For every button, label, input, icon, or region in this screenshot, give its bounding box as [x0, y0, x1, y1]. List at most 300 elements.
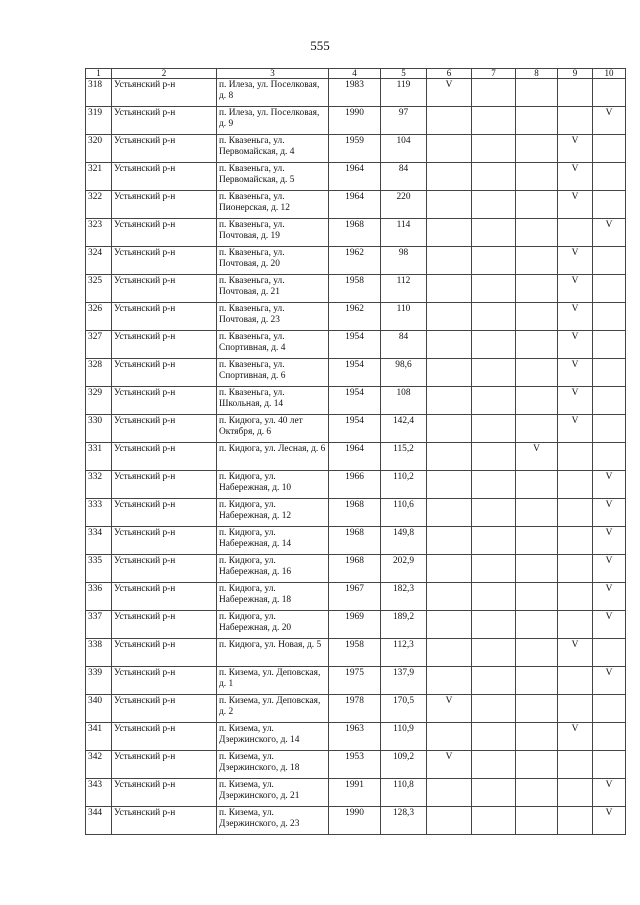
mark-col-6-cell — [427, 611, 472, 639]
table-row — [86, 107, 626, 135]
area-cell: 202,9 — [381, 555, 427, 583]
mark-col-9-cell — [558, 779, 593, 807]
area-cell: 110,2 — [381, 471, 427, 499]
district-cell: Устьянский р-н — [112, 191, 217, 219]
area-cell: 142,4 — [381, 415, 427, 443]
district-cell: Устьянский р-н — [112, 107, 217, 135]
column-header: 3 — [217, 69, 329, 79]
year-cell: 1959 — [329, 135, 381, 163]
table-row — [86, 779, 626, 807]
row-number-cell: 334 — [86, 527, 112, 555]
mark-col-6-cell: V — [427, 695, 472, 723]
mark-col-8-cell — [516, 163, 558, 191]
area-cell: 115,2 — [381, 443, 427, 471]
mark-col-10-cell — [593, 247, 626, 275]
area-cell: 170,5 — [381, 695, 427, 723]
column-header: 8 — [516, 69, 558, 79]
housing-register-table — [85, 68, 626, 835]
mark-col-10-cell: V — [593, 583, 626, 611]
mark-col-8-cell — [516, 415, 558, 443]
district-cell: Устьянский р-н — [112, 667, 217, 695]
column-header: 2 — [112, 69, 217, 79]
column-header: 4 — [329, 69, 381, 79]
mark-col-10-cell — [593, 723, 626, 751]
row-number-cell: 341 — [86, 723, 112, 751]
mark-col-6-cell — [427, 275, 472, 303]
row-number-cell: 342 — [86, 751, 112, 779]
area-cell: 137,9 — [381, 667, 427, 695]
mark-col-7-cell — [472, 107, 516, 135]
table-row — [86, 359, 626, 387]
year-cell: 1954 — [329, 359, 381, 387]
row-number-cell: 339 — [86, 667, 112, 695]
area-cell: 110,9 — [381, 723, 427, 751]
row-number-cell: 326 — [86, 303, 112, 331]
address-cell: п. Квазеньга, ул. Спортивная, д. 4 — [217, 331, 329, 359]
address-cell: п. Квазеньга, ул. Почтовая, д. 20 — [217, 247, 329, 275]
mark-col-9-cell — [558, 79, 593, 107]
mark-col-9-cell: V — [558, 163, 593, 191]
row-number-cell: 330 — [86, 415, 112, 443]
table-row — [86, 611, 626, 639]
mark-col-6-cell — [427, 247, 472, 275]
district-cell: Устьянский р-н — [112, 247, 217, 275]
area-cell: 97 — [381, 107, 427, 135]
year-cell: 1983 — [329, 79, 381, 107]
area-cell: 104 — [381, 135, 427, 163]
year-cell: 1975 — [329, 667, 381, 695]
mark-col-10-cell — [593, 639, 626, 667]
mark-col-6-cell — [427, 415, 472, 443]
mark-col-8-cell — [516, 667, 558, 695]
table-row — [86, 639, 626, 667]
area-cell: 114 — [381, 219, 427, 247]
area-cell: 98 — [381, 247, 427, 275]
mark-col-7-cell — [472, 415, 516, 443]
district-cell: Устьянский р-н — [112, 779, 217, 807]
mark-col-8-cell — [516, 219, 558, 247]
district-cell: Устьянский р-н — [112, 163, 217, 191]
mark-col-8-cell — [516, 387, 558, 415]
mark-col-10-cell — [593, 191, 626, 219]
area-cell: 110 — [381, 303, 427, 331]
mark-col-8-cell — [516, 191, 558, 219]
area-cell: 110,6 — [381, 499, 427, 527]
mark-col-8-cell — [516, 499, 558, 527]
area-cell: 110,8 — [381, 779, 427, 807]
row-number-cell: 335 — [86, 555, 112, 583]
column-header: 9 — [558, 69, 593, 79]
year-cell: 1968 — [329, 499, 381, 527]
mark-col-7-cell — [472, 331, 516, 359]
mark-col-9-cell: V — [558, 331, 593, 359]
row-number-cell: 321 — [86, 163, 112, 191]
address-cell: п. Кизема, ул. Дзержинского, д. 18 — [217, 751, 329, 779]
mark-col-8-cell — [516, 723, 558, 751]
year-cell: 1967 — [329, 583, 381, 611]
mark-col-7-cell — [472, 247, 516, 275]
mark-col-8-cell — [516, 359, 558, 387]
mark-col-10-cell — [593, 415, 626, 443]
mark-col-7-cell — [472, 387, 516, 415]
table-row — [86, 751, 626, 779]
mark-col-10-cell — [593, 387, 626, 415]
area-cell: 108 — [381, 387, 427, 415]
mark-col-8-cell — [516, 247, 558, 275]
district-cell: Устьянский р-н — [112, 415, 217, 443]
mark-col-6-cell — [427, 359, 472, 387]
district-cell: Устьянский р-н — [112, 219, 217, 247]
row-number-cell: 344 — [86, 807, 112, 835]
mark-col-8-cell — [516, 275, 558, 303]
address-cell: п. Квазеньга, ул. Первомайская, д. 4 — [217, 135, 329, 163]
mark-col-7-cell — [472, 499, 516, 527]
mark-col-9-cell: V — [558, 247, 593, 275]
row-number-cell: 329 — [86, 387, 112, 415]
mark-col-7-cell — [472, 807, 516, 835]
table-row — [86, 247, 626, 275]
mark-col-7-cell — [472, 695, 516, 723]
district-cell: Устьянский р-н — [112, 583, 217, 611]
mark-col-7-cell — [472, 667, 516, 695]
table-row — [86, 303, 626, 331]
mark-col-8-cell — [516, 695, 558, 723]
row-number-cell: 328 — [86, 359, 112, 387]
row-number-cell: 325 — [86, 275, 112, 303]
mark-col-10-cell: V — [593, 667, 626, 695]
mark-col-7-cell — [472, 275, 516, 303]
year-cell: 1968 — [329, 527, 381, 555]
address-cell: п. Квазеньга, ул. Спортивная, д. 6 — [217, 359, 329, 387]
mark-col-7-cell — [472, 79, 516, 107]
table-row — [86, 275, 626, 303]
area-cell: 112,3 — [381, 639, 427, 667]
row-number-cell: 336 — [86, 583, 112, 611]
year-cell: 1954 — [329, 331, 381, 359]
table-row — [86, 555, 626, 583]
mark-col-7-cell — [472, 443, 516, 471]
mark-col-9-cell — [558, 219, 593, 247]
column-header: 10 — [593, 69, 626, 79]
table-row — [86, 527, 626, 555]
table-row — [86, 219, 626, 247]
mark-col-7-cell — [472, 639, 516, 667]
row-number-cell: 318 — [86, 79, 112, 107]
address-cell: п. Кидюга, ул. Лесная, д. 6 — [217, 443, 329, 471]
mark-col-6-cell: V — [427, 79, 472, 107]
mark-col-8-cell — [516, 779, 558, 807]
mark-col-10-cell: V — [593, 527, 626, 555]
mark-col-7-cell — [472, 611, 516, 639]
row-number-cell: 331 — [86, 443, 112, 471]
mark-col-7-cell — [472, 751, 516, 779]
row-number-cell: 343 — [86, 779, 112, 807]
mark-col-8-cell — [516, 471, 558, 499]
address-cell: п. Кизема, ул. Дзержинского, д. 14 — [217, 723, 329, 751]
table-row — [86, 163, 626, 191]
table-row — [86, 499, 626, 527]
year-cell: 1978 — [329, 695, 381, 723]
district-cell: Устьянский р-н — [112, 135, 217, 163]
mark-col-9-cell — [558, 667, 593, 695]
district-cell: Устьянский р-н — [112, 611, 217, 639]
mark-col-7-cell — [472, 471, 516, 499]
mark-col-6-cell — [427, 443, 472, 471]
mark-col-7-cell — [472, 723, 516, 751]
table-row — [86, 583, 626, 611]
area-cell: 220 — [381, 191, 427, 219]
address-cell: п. Кидюга, ул. Набережная, д. 16 — [217, 555, 329, 583]
mark-col-9-cell — [558, 751, 593, 779]
mark-col-10-cell: V — [593, 807, 626, 835]
area-cell: 149,8 — [381, 527, 427, 555]
address-cell: п. Илеза, ул. Поселковая, д. 8 — [217, 79, 329, 107]
mark-col-10-cell — [593, 751, 626, 779]
mark-col-10-cell — [593, 359, 626, 387]
district-cell: Устьянский р-н — [112, 443, 217, 471]
mark-col-7-cell — [472, 359, 516, 387]
address-cell: п. Кидюга, ул. Набережная, д. 20 — [217, 611, 329, 639]
mark-col-9-cell: V — [558, 135, 593, 163]
mark-col-7-cell — [472, 219, 516, 247]
row-number-cell: 323 — [86, 219, 112, 247]
mark-col-8-cell — [516, 107, 558, 135]
mark-col-9-cell — [558, 443, 593, 471]
year-cell: 1963 — [329, 723, 381, 751]
year-cell: 1954 — [329, 387, 381, 415]
area-cell: 182,3 — [381, 583, 427, 611]
year-cell: 1968 — [329, 219, 381, 247]
mark-col-6-cell — [427, 163, 472, 191]
row-number-cell: 333 — [86, 499, 112, 527]
mark-col-6-cell — [427, 471, 472, 499]
mark-col-9-cell — [558, 555, 593, 583]
mark-col-10-cell — [593, 135, 626, 163]
mark-col-6-cell — [427, 303, 472, 331]
address-cell: п. Кидюга, ул. Набережная, д. 18 — [217, 583, 329, 611]
mark-col-10-cell: V — [593, 779, 626, 807]
district-cell: Устьянский р-н — [112, 527, 217, 555]
district-cell: Устьянский р-н — [112, 359, 217, 387]
table-row — [86, 807, 626, 835]
mark-col-6-cell: V — [427, 751, 472, 779]
address-cell: п. Кизема, ул. Дзержинского, д. 21 — [217, 779, 329, 807]
year-cell: 1953 — [329, 751, 381, 779]
table-row — [86, 471, 626, 499]
area-cell: 84 — [381, 163, 427, 191]
mark-col-8-cell — [516, 527, 558, 555]
year-cell: 1958 — [329, 639, 381, 667]
mark-col-6-cell — [427, 639, 472, 667]
mark-col-6-cell — [427, 219, 472, 247]
address-cell: п. Квазеньга, ул. Школьная, д. 14 — [217, 387, 329, 415]
address-cell: п. Кизема, ул. Дзержинского, д. 23 — [217, 807, 329, 835]
mark-col-10-cell — [593, 303, 626, 331]
address-cell: п. Илеза, ул. Поселковая, д. 9 — [217, 107, 329, 135]
mark-col-6-cell — [427, 583, 472, 611]
district-cell: Устьянский р-н — [112, 723, 217, 751]
row-number-cell: 338 — [86, 639, 112, 667]
mark-col-9-cell: V — [558, 359, 593, 387]
mark-col-9-cell — [558, 807, 593, 835]
mark-col-8-cell: V — [516, 443, 558, 471]
table-row — [86, 191, 626, 219]
mark-col-6-cell — [427, 527, 472, 555]
mark-col-9-cell: V — [558, 191, 593, 219]
row-number-cell: 340 — [86, 695, 112, 723]
district-cell: Устьянский р-н — [112, 499, 217, 527]
table-row — [86, 79, 626, 107]
row-number-cell: 319 — [86, 107, 112, 135]
mark-col-8-cell — [516, 303, 558, 331]
district-cell: Устьянский р-н — [112, 639, 217, 667]
district-cell: Устьянский р-н — [112, 695, 217, 723]
mark-col-9-cell — [558, 695, 593, 723]
mark-col-7-cell — [472, 527, 516, 555]
year-cell: 1964 — [329, 443, 381, 471]
table-row — [86, 331, 626, 359]
mark-col-7-cell — [472, 555, 516, 583]
row-number-cell: 337 — [86, 611, 112, 639]
area-cell: 128,3 — [381, 807, 427, 835]
column-header: 1 — [86, 69, 112, 79]
address-cell: п. Квазеньга, ул. Почтовая, д. 23 — [217, 303, 329, 331]
mark-col-6-cell — [427, 331, 472, 359]
mark-col-6-cell — [427, 807, 472, 835]
page-number: 555 — [310, 38, 330, 53]
year-cell: 1991 — [329, 779, 381, 807]
mark-col-10-cell: V — [593, 555, 626, 583]
area-cell: 119 — [381, 79, 427, 107]
mark-col-6-cell — [427, 499, 472, 527]
year-cell: 1962 — [329, 303, 381, 331]
year-cell: 1962 — [329, 247, 381, 275]
table-row — [86, 387, 626, 415]
mark-col-6-cell — [427, 723, 472, 751]
year-cell: 1964 — [329, 163, 381, 191]
mark-col-7-cell — [472, 135, 516, 163]
mark-col-9-cell — [558, 471, 593, 499]
area-cell: 109,2 — [381, 751, 427, 779]
year-cell: 1954 — [329, 415, 381, 443]
column-header-row — [86, 69, 626, 79]
area-cell: 98,6 — [381, 359, 427, 387]
mark-col-10-cell: V — [593, 107, 626, 135]
district-cell: Устьянский р-н — [112, 751, 217, 779]
mark-col-9-cell — [558, 583, 593, 611]
address-cell: п. Квазеньга, ул. Почтовая, д. 19 — [217, 219, 329, 247]
mark-col-10-cell: V — [593, 471, 626, 499]
row-number-cell: 332 — [86, 471, 112, 499]
address-cell: п. Квазеньга, ул. Первомайская, д. 5 — [217, 163, 329, 191]
year-cell: 1958 — [329, 275, 381, 303]
year-cell: 1968 — [329, 555, 381, 583]
district-cell: Устьянский р-н — [112, 79, 217, 107]
table-row — [86, 667, 626, 695]
mark-col-6-cell — [427, 779, 472, 807]
row-number-cell: 322 — [86, 191, 112, 219]
column-header: 7 — [472, 69, 516, 79]
mark-col-9-cell — [558, 107, 593, 135]
mark-col-10-cell: V — [593, 219, 626, 247]
mark-col-8-cell — [516, 583, 558, 611]
district-cell: Устьянский р-н — [112, 471, 217, 499]
mark-col-7-cell — [472, 779, 516, 807]
mark-col-8-cell — [516, 639, 558, 667]
mark-col-9-cell: V — [558, 723, 593, 751]
mark-col-6-cell — [427, 667, 472, 695]
year-cell: 1990 — [329, 107, 381, 135]
mark-col-8-cell — [516, 331, 558, 359]
mark-col-6-cell — [427, 555, 472, 583]
row-number-cell: 320 — [86, 135, 112, 163]
mark-col-9-cell: V — [558, 387, 593, 415]
mark-col-10-cell: V — [593, 611, 626, 639]
mark-col-10-cell — [593, 79, 626, 107]
mark-col-10-cell — [593, 163, 626, 191]
column-header: 5 — [381, 69, 427, 79]
district-cell: Устьянский р-н — [112, 275, 217, 303]
mark-col-9-cell: V — [558, 639, 593, 667]
mark-col-8-cell — [516, 751, 558, 779]
area-cell: 84 — [381, 331, 427, 359]
mark-col-6-cell — [427, 191, 472, 219]
row-number-cell: 327 — [86, 331, 112, 359]
mark-col-9-cell: V — [558, 303, 593, 331]
mark-col-8-cell — [516, 135, 558, 163]
mark-col-10-cell — [593, 331, 626, 359]
district-cell: Устьянский р-н — [112, 555, 217, 583]
year-cell: 1969 — [329, 611, 381, 639]
mark-col-10-cell: V — [593, 499, 626, 527]
address-cell: п. Квазеньга, ул. Пионерская, д. 12 — [217, 191, 329, 219]
address-cell: п. Кизема, ул. Деповская, д. 2 — [217, 695, 329, 723]
mark-col-8-cell — [516, 555, 558, 583]
mark-col-6-cell — [427, 387, 472, 415]
mark-col-7-cell — [472, 583, 516, 611]
district-cell: Устьянский р-н — [112, 387, 217, 415]
address-cell: п. Кидюга, ул. Набережная, д. 14 — [217, 527, 329, 555]
address-cell: п. Кизема, ул. Деповская, д. 1 — [217, 667, 329, 695]
table-row — [86, 723, 626, 751]
district-cell: Устьянский р-н — [112, 807, 217, 835]
year-cell: 1990 — [329, 807, 381, 835]
table-row — [86, 135, 626, 163]
mark-col-8-cell — [516, 611, 558, 639]
mark-col-9-cell — [558, 527, 593, 555]
mark-col-6-cell — [427, 135, 472, 163]
mark-col-9-cell — [558, 499, 593, 527]
address-cell: п. Кидюга, ул. Набережная, д. 10 — [217, 471, 329, 499]
mark-col-6-cell — [427, 107, 472, 135]
mark-col-7-cell — [472, 163, 516, 191]
address-cell: п. Квазеньга, ул. Почтовая, д. 21 — [217, 275, 329, 303]
mark-col-7-cell — [472, 303, 516, 331]
address-cell: п. Кидюга, ул. Новая, д. 5 — [217, 639, 329, 667]
address-cell: п. Кидюга, ул. 40 лет Октября, д. 6 — [217, 415, 329, 443]
year-cell: 1966 — [329, 471, 381, 499]
table-row — [86, 443, 626, 471]
mark-col-7-cell — [472, 191, 516, 219]
mark-col-9-cell: V — [558, 275, 593, 303]
table-row — [86, 695, 626, 723]
mark-col-10-cell — [593, 275, 626, 303]
column-header: 6 — [427, 69, 472, 79]
area-cell: 189,2 — [381, 611, 427, 639]
mark-col-10-cell — [593, 443, 626, 471]
row-number-cell: 324 — [86, 247, 112, 275]
district-cell: Устьянский р-н — [112, 303, 217, 331]
